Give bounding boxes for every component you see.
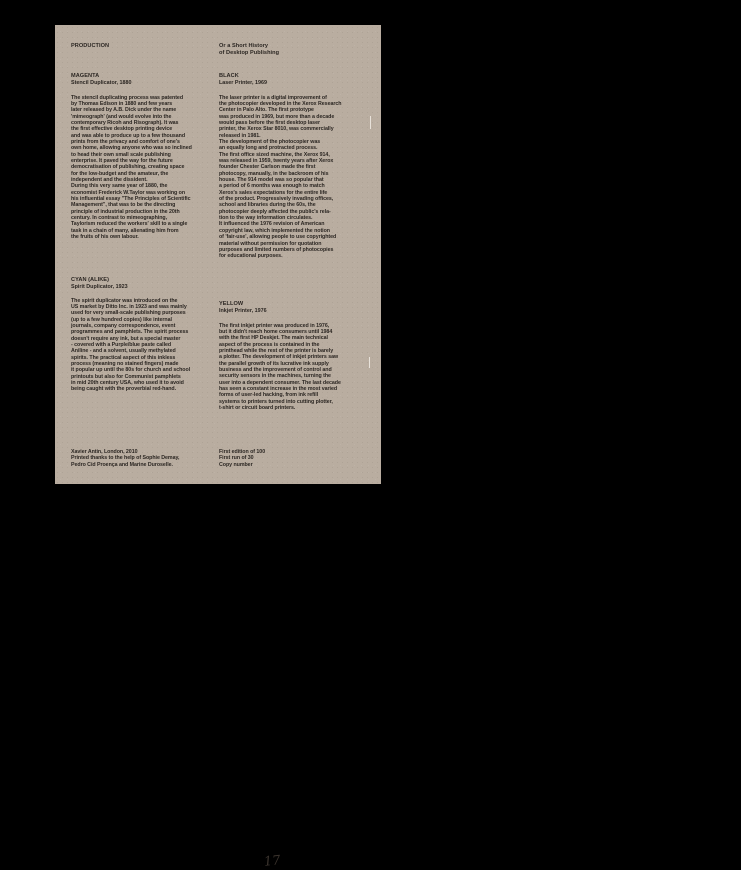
- colophon-left: [71, 449, 221, 468]
- black-title: BLACK: [219, 73, 239, 79]
- section-magenta: [71, 73, 221, 241]
- cyan-title: CYAN (ALIKE): [71, 277, 109, 283]
- subtitle-history: Or a Short History of Desktop Publishing: [219, 43, 280, 56]
- handwritten-copy-number: 17: [263, 853, 282, 870]
- magenta-body: The stencil duplicating process was patented by Thomas Edison in 1880 and few years later released by A.B. Dick under the name 'mimeograph' (and would evolve into the contemporary Ricoh and Risograph). It was the first effective desktop printing device and was able to produce up to a few thousand prints from the privacy and comfort of one's own home, allowing anyone who was so inclined to head their own small scale publishing enterprise. It paved the way for the future democratisation of publishing, creating space for the low-budget and the amateur, the independent and the dissident. During this very same year of 1880, the economist Frederick W.Taylor was working on his influential essay "The Principles of Scientific Management", that was to be the directing principle of industrial production in the 20th century. In contrast to mimeographing, Taylorism reduced the workers' skill to a single task in a chain of many, alienating him from the fruits of his own labour.: [71, 94, 192, 241]
- credits-text: Xavier Antin, London, 2010 Printed thanks to the help of Sophie Demay, Pedro Cid Proença and Marine Duroselle.: [71, 449, 180, 468]
- cyan-body: The spirit duplicator was introduced on the US market by Ditto Inc. in 1923 and was mainly used for very small-scale publishing purposes (up to a few hundred copies) like internal journals, company correspondence, event programmes and pamphlets. The spirit process doesn't require any ink, but a special master - covered with a Purple/blue paste called Aniline - and a solvent, usually methylated spirits. The practical aspect of this inkless process (meaning no stained fingers) made it popular up until the 80s for church and school printouts but also for Communist pamphlets in mid 20th century USA, who used it to avoid being caught with the proverbial red-hand.: [71, 297, 191, 393]
- magenta-subtitle: Stencil Duplicator, 1880: [71, 80, 132, 86]
- magenta-title: MAGENTA: [71, 73, 100, 79]
- black-subtitle: Laser Printer, 1969: [219, 80, 267, 86]
- yellow-title: YELLOW: [219, 301, 244, 307]
- black-body: The laser printer is a digital improvement of the photocopier developed in the Xerox Research Center in Palo Alto. The first prototype was produced in 1969, but more than a decade would pass before the first desktop laser printer, the Xerox Star 8010, was commercially released in 1981. The development of the photocopier was an equally long and protracted process. The first office sized machine, the Xerox 914, was released in 1959, twenty years after Xerox founder Chester Carlson made the first photocopy, manually, in the backroom of his house. The 914 model was so popular that a period of 6 months was enough to match Xerox's sales expectations for the entire life of the product. Progressively invading offices, school and libraries during the 60s, the photocopier deeply affected the public's rela- tion to the way information circulates. It influenced the 1976 revision of American copyright law, which implemented the notion of 'fair-use', allowing people to use copyrighted material without permission for quotation purposes and limited numbers of photocopies for educational purposes.: [219, 94, 342, 260]
- edition-text: First edition of 100 First run of 30 Copy number: [219, 449, 266, 468]
- yellow-subtitle: Inkjet Printer, 1976: [219, 308, 267, 314]
- margin-mark: [369, 357, 370, 368]
- section-yellow: [219, 301, 371, 411]
- cyan-subtitle: Spirit Duplicator, 1923: [71, 284, 128, 290]
- colophon-right: [219, 449, 371, 870]
- yellow-body: The first inkjet printer was produced in 1976, but it didn't reach home consumers until 1984 with the first HP Deskjet. The main technical aspect of the process is contained in the printhead while the rest of the printer is barely a plotter. The development of inkjet printers saw the parallel growth of its lucrative ink supply business and the improvement of control and security sensors in the machines, turning the user into a dependent consumer. The last decade has seen a constant increase in the most varied forms of user-led hacking, from ink refill systems to printers turned into cutting plotter, t-shirt or circuit board printers.: [219, 322, 341, 412]
- printed-sheet: [55, 25, 381, 870]
- section-cyan: [71, 277, 221, 393]
- margin-mark: [370, 116, 371, 129]
- production-title: PRODUCTION: [71, 43, 110, 49]
- section-black: [219, 73, 371, 260]
